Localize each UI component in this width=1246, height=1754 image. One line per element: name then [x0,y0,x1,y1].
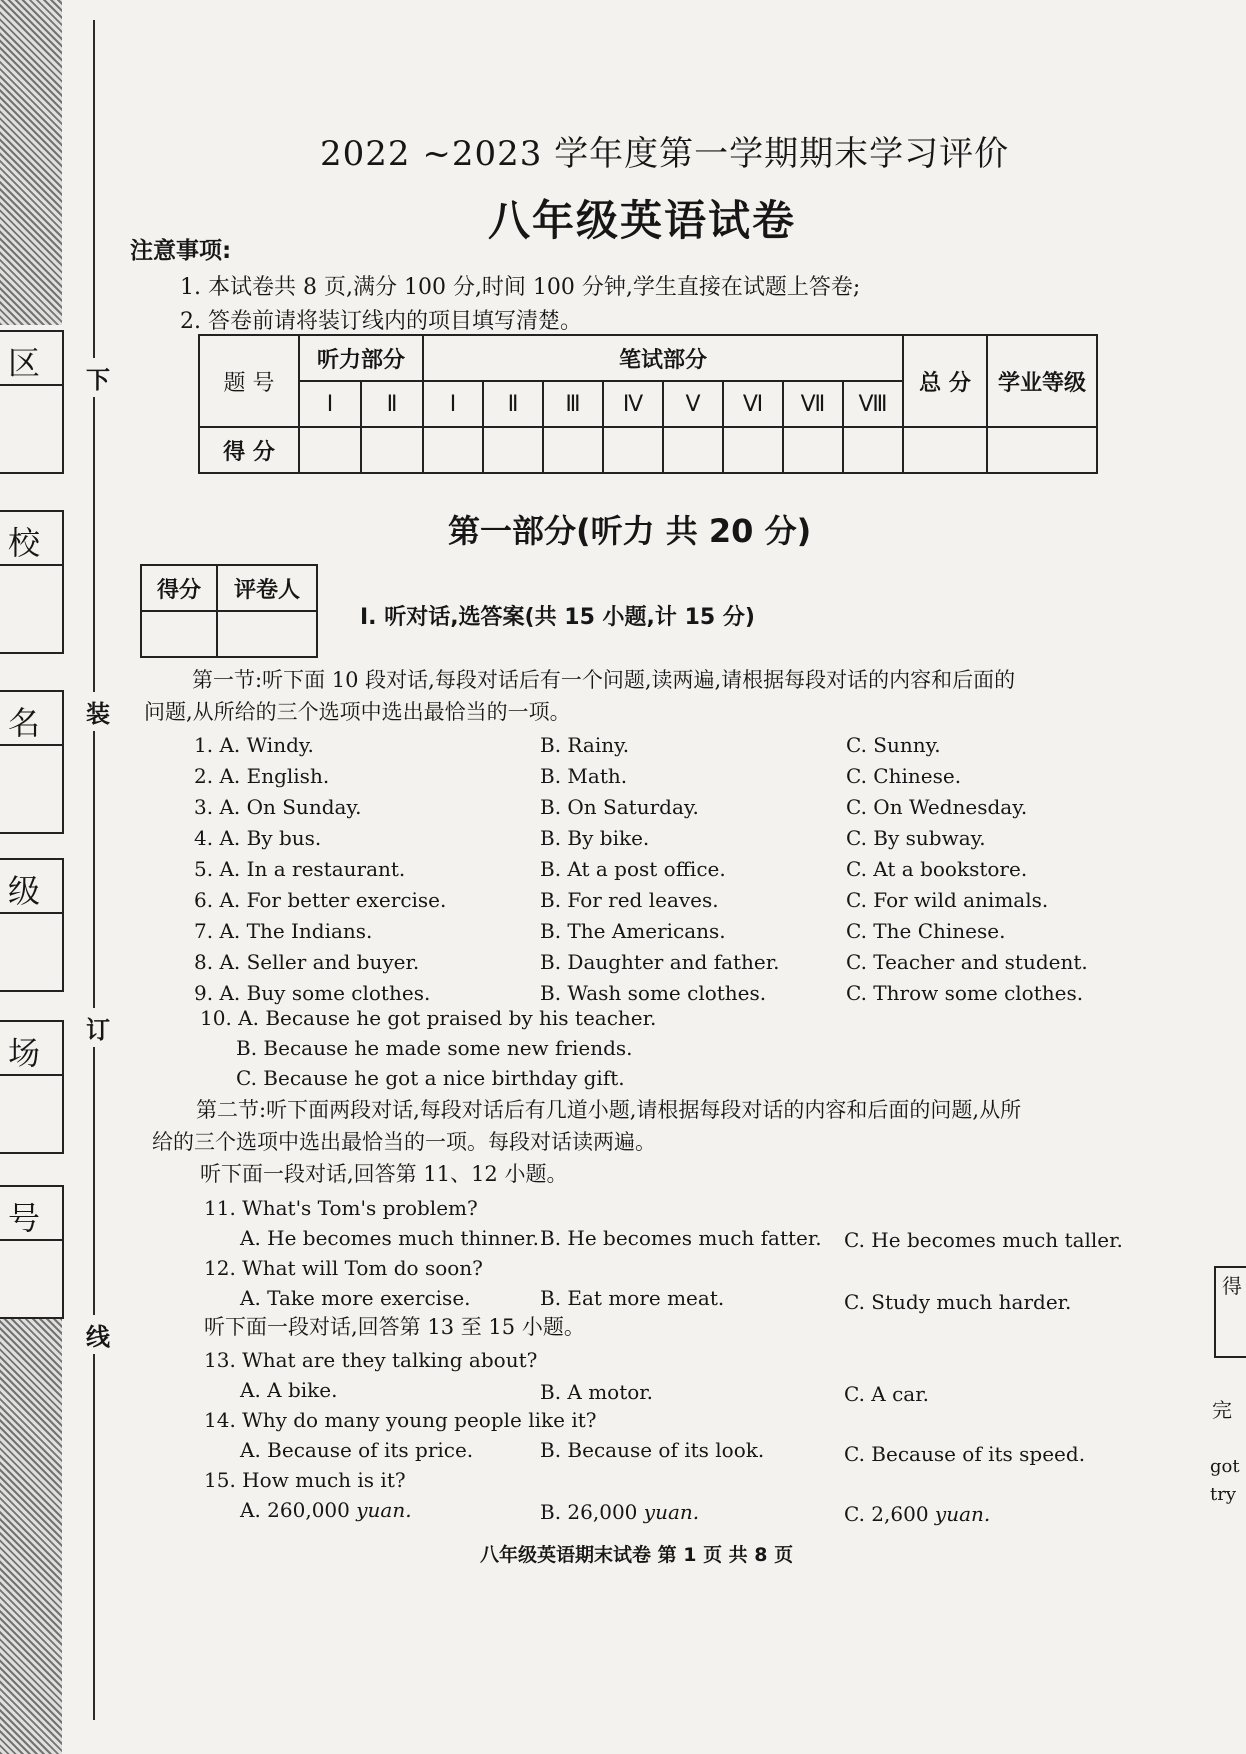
currency-unit: yuan. [643,1500,700,1524]
binding-line-char: 下 [86,358,110,397]
part1-heading: 第一部分(听力 共 20 分) [448,512,812,550]
col-written-4: Ⅳ [603,381,663,427]
binding-line-char: 线 [86,1315,110,1354]
col-listening-2: Ⅱ [361,381,423,427]
binding-field-seat-number[interactable] [0,1185,64,1319]
binding-field-name[interactable] [0,690,64,834]
option-a[interactable]: A. Take more exercise. [240,1286,471,1310]
option-b[interactable] [540,1500,699,1524]
notice-item: 1. 本试卷共 8 页,满分 100 分,时间 100 分钟,学生直接在试题上答卷; [180,275,861,300]
score-cell[interactable] [843,427,903,473]
dialog2-intro: 听下面一段对话,回答第 13 至 15 小题。 [204,1315,585,1339]
binding-pattern-bottom [0,1300,62,1754]
binding-field-label: 号 [8,1199,41,1237]
option-c[interactable] [844,1502,990,1526]
option-c[interactable]: C. Throw some clothes. [846,981,1084,1005]
grade-cell[interactable] [987,427,1097,473]
binding-field-class[interactable] [0,858,64,992]
score-cell[interactable] [483,427,543,473]
score-cell[interactable] [723,427,783,473]
option-c[interactable]: C. Because of its speed. [844,1442,1086,1466]
option-a[interactable]: 3. A. On Sunday. [194,795,362,819]
option-b[interactable]: B. A motor. [540,1380,654,1404]
option-a[interactable]: 8. A. Seller and buyer. [194,950,420,974]
option-a[interactable]: A. Because of its price. [240,1438,474,1462]
option-b[interactable]: B. Because of its look. [540,1438,765,1462]
option-c[interactable]: C. At a bookstore. [846,857,1028,881]
section2-instructions-cont: 给的三个选项中选出最恰当的一项。每段对话读两遍。 [152,1130,656,1154]
option-a[interactable]: A. He becomes much thinner. [240,1226,540,1250]
option-b[interactable]: B. Math. [540,764,628,788]
score-cell[interactable] [783,427,843,473]
section-title: Ⅰ. 听对话,选答案(共 15 小题,计 15 分) [360,605,755,630]
score-cell[interactable] [603,427,663,473]
currency-unit: yuan. [356,1498,412,1522]
binding-field-label: 场 [8,1034,41,1072]
option-b[interactable]: B. Wash some clothes. [540,981,767,1005]
option-b[interactable]: B. At a post office. [540,857,726,881]
option-a[interactable]: 5. A. In a restaurant. [194,857,406,881]
score-cell[interactable] [543,427,603,473]
option-b[interactable]: B. He becomes much fatter. [540,1226,822,1250]
option-b[interactable]: B. For red leaves. [540,888,719,912]
grader-score-cell[interactable] [141,611,217,657]
option-c[interactable]: C. He becomes much taller. [844,1228,1123,1252]
section1-instructions-cont: 问题,从所给的三个选项中选出最恰当的一项。 [144,700,571,724]
right-fragment: 得 [1222,1274,1242,1298]
listening-header: 听力部分 [299,335,423,381]
binding-field-label: 校 [8,524,41,562]
option-a[interactable]: 10. A. Because he got praised by his teacher. [200,1006,657,1030]
row-label-score: 得 分 [199,427,299,473]
grader-person-cell[interactable] [217,611,317,657]
option-c[interactable]: C. Teacher and student. [846,950,1088,974]
col-written-8: Ⅷ [843,381,903,427]
binding-field-school[interactable] [0,510,64,654]
col-written-5: Ⅴ [663,381,723,427]
option-c[interactable]: C. By subway. [846,826,986,850]
option-a[interactable]: 1. A. Windy. [194,733,314,757]
option-a[interactable]: A. A bike. [240,1378,338,1402]
score-cell[interactable] [423,427,483,473]
binding-line-char: 订 [86,1008,110,1047]
grader-person-label: 评卷人 [217,565,317,611]
option-c[interactable]: C. Chinese. [846,764,962,788]
exam-subject-title: 八年级英语试卷 [488,196,797,245]
option-a[interactable]: 4. A. By bus. [194,826,322,850]
currency-unit: yuan. [934,1502,991,1526]
section2-instructions: 第二节:听下面两段对话,每段对话后有几道小题,请根据每段对话的内容和后面的问题,从所 [196,1098,1022,1122]
question-stem: 12. What will Tom do soon? [204,1256,483,1280]
option-b[interactable]: B. The Americans. [540,919,726,943]
binding-field-district[interactable] [0,330,64,474]
total-header: 总 分 [903,335,987,427]
right-fragment: got [1210,1456,1240,1477]
col-written-7: Ⅶ [783,381,843,427]
col-listening-1: Ⅰ [299,381,361,427]
option-c[interactable]: C. For wild animals. [846,888,1049,912]
right-fragment: try [1210,1484,1237,1505]
option-a[interactable]: 6. A. For better exercise. [194,888,447,912]
option-a[interactable] [240,1498,412,1522]
grader-score-label: 得分 [141,565,217,611]
option-b[interactable]: B. By bike. [540,826,650,850]
option-c[interactable]: C. The Chinese. [846,919,1006,943]
section1-instructions: 第一节:听下面 10 段对话,每段对话后有一个问题,读两遍,请根据每段对话的内容和后面的 [192,668,1016,692]
grader-box [140,564,318,658]
dialog1-intro: 听下面一段对话,回答第 11、12 小题。 [200,1162,568,1186]
row-label-question-number: 题 号 [199,335,299,427]
page-footer: 八年级英语期末试卷 第 1 页 共 8 页 [480,1544,794,1566]
question-stem: 14. Why do many young people like it? [204,1408,597,1432]
written-header: 笔试部分 [423,335,903,381]
binding-line [93,20,95,1720]
option-c[interactable]: C. Study much harder. [844,1290,1072,1314]
option-b[interactable]: B. Because he made some new friends. [236,1036,633,1060]
question-stem: 13. What are they talking about? [204,1348,538,1372]
binding-field-exam-room[interactable] [0,1020,64,1154]
option-c[interactable]: C. A car. [844,1382,929,1406]
binding-pattern-top [0,0,62,325]
col-written-6: Ⅵ [723,381,783,427]
option-b[interactable]: B. Rainy. [540,733,630,757]
question-stem: 15. How much is it? [204,1468,406,1492]
option-b-value: B. 26,000 [540,1500,638,1524]
option-a[interactable]: 9. A. Buy some clothes. [194,981,431,1005]
notice-item: 2. 答卷前请将装订线内的项目填写清楚。 [180,309,582,334]
option-c-value: C. 2,600 [844,1502,929,1526]
option-c[interactable]: C. On Wednesday. [846,795,1028,819]
option-b[interactable]: B. Eat more meat. [540,1286,725,1310]
binding-field-label: 级 [8,872,41,910]
col-written-2: Ⅱ [483,381,543,427]
option-c[interactable]: C. Sunny. [846,733,941,757]
score-cell[interactable] [663,427,723,473]
col-written-3: Ⅲ [543,381,603,427]
binding-field-label: 区 [8,344,41,382]
option-b[interactable]: B. On Saturday. [540,795,699,819]
option-b[interactable]: B. Daughter and father. [540,950,780,974]
exam-term-title: 2022 ~2023 学年度第一学期期末学习评价 [320,134,1010,174]
binding-line-char: 装 [86,692,110,731]
option-c[interactable]: C. Because he got a nice birthday gift. [236,1066,625,1090]
score-cell[interactable] [361,427,423,473]
option-a[interactable]: 7. A. The Indians. [194,919,373,943]
notice-heading: 注意事项: [130,238,232,264]
option-a-value: A. 260,000 [240,1498,350,1522]
right-fragment: 完 [1212,1398,1232,1422]
score-table [198,334,1098,474]
col-written-1: Ⅰ [423,381,483,427]
score-cell[interactable] [299,427,361,473]
total-score-cell[interactable] [903,427,987,473]
binding-field-label: 名 [8,704,41,742]
question-stem: 11. What's Tom's problem? [204,1196,478,1220]
grade-header: 学业等级 [987,335,1097,427]
option-a[interactable]: 2. A. English. [194,764,330,788]
